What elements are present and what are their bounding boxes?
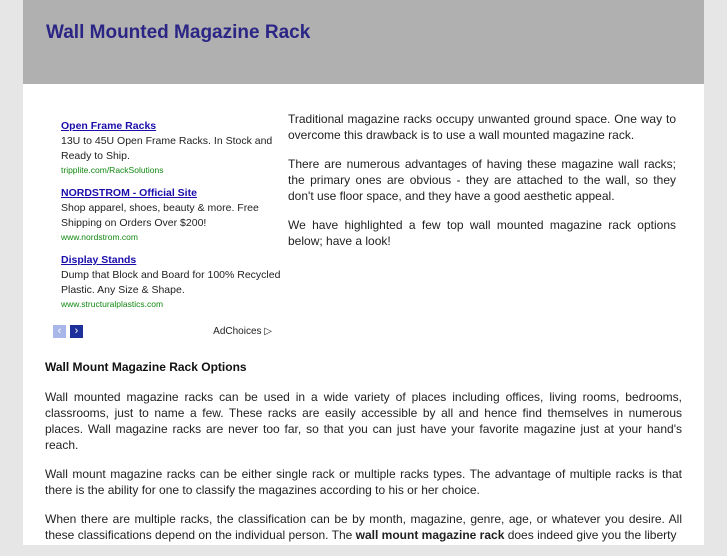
- adchoices-icon: ▷: [264, 326, 272, 337]
- page: [23, 0, 704, 545]
- ad-title-link[interactable]: Open Frame Racks: [61, 120, 157, 132]
- paragraph-text: When there are multiple racks, the classification can be by month, magazine, genre, age, or whatever you desire. All these classifications depend on the individual person. The: [45, 512, 682, 542]
- ad-navigation: [53, 325, 275, 339]
- ad-url-link[interactable]: www.nordstrom.com: [61, 232, 138, 242]
- ad-item: [61, 253, 281, 310]
- ad-description: 13U to 45U Open Frame Racks. In Stock and Ready to Ship.: [61, 135, 273, 162]
- ad-url-link[interactable]: tripplite.com/RackSolutions: [61, 165, 164, 175]
- intro-paragraph: There are numerous advantages of having these magazine wall racks; the primary ones are obvious - they are attached to the wall, so they don't use floor space, and they have a good aesthetic appeal.: [288, 157, 676, 203]
- keyword-bold: wall mount magazine rack: [355, 528, 505, 542]
- ad-url-link[interactable]: www.structuralplastics.com: [61, 299, 164, 309]
- ad-block: [61, 119, 281, 320]
- adchoices-link[interactable]: [213, 325, 272, 338]
- intro-text: [288, 111, 676, 262]
- body-paragraph: Wall mounted magazine racks can be used in a wide variety of places including offices, living rooms, bedrooms, classrooms, just to name a few. These racks are easily accessible by all and hence find themselves in numerous places. Wall magazine racks are never too far, so that you can just have your favorite magazine just at your hand's reach.: [45, 390, 682, 452]
- ad-title-link[interactable]: Display Stands: [61, 254, 137, 266]
- body-paragraph: Wall mount magazine racks can be either single rack or multiple racks types. The advantage of multiple racks is that there is the ability for one to classify the magazines according to his or her choice.: [45, 467, 682, 497]
- ad-description: Dump that Block and Board for 100% Recycled Plastic. Any Size & Shape.: [61, 269, 281, 296]
- ad-item: [61, 186, 281, 243]
- body-paragraph: [45, 511, 682, 543]
- adchoices-label: AdChoices: [213, 326, 262, 337]
- intro-paragraph: Traditional magazine racks occupy unwanted ground space. One way to overcome this drawback is to use a wall mounted magazine rack.: [288, 112, 676, 142]
- intro-paragraph: We have highlighted a few top wall mounted magazine rack options below; have a look!: [288, 218, 676, 248]
- chevron-right-icon[interactable]: ›: [70, 325, 83, 338]
- chevron-left-icon[interactable]: ‹: [53, 325, 66, 338]
- site-title[interactable]: Wall Mounted Magazine Rack: [46, 22, 311, 43]
- main-content: [45, 359, 682, 556]
- ad-title-link[interactable]: NORDSTROM - Official Site: [61, 187, 197, 199]
- site-header: [23, 0, 704, 84]
- paragraph-text: does indeed give you the liberty: [504, 528, 677, 542]
- ad-description: Shop apparel, shoes, beauty & more. Free Shipping on Orders Over $200!: [61, 202, 259, 229]
- ad-item: [61, 119, 281, 176]
- section-heading: Wall Mount Magazine Rack Options: [45, 360, 247, 374]
